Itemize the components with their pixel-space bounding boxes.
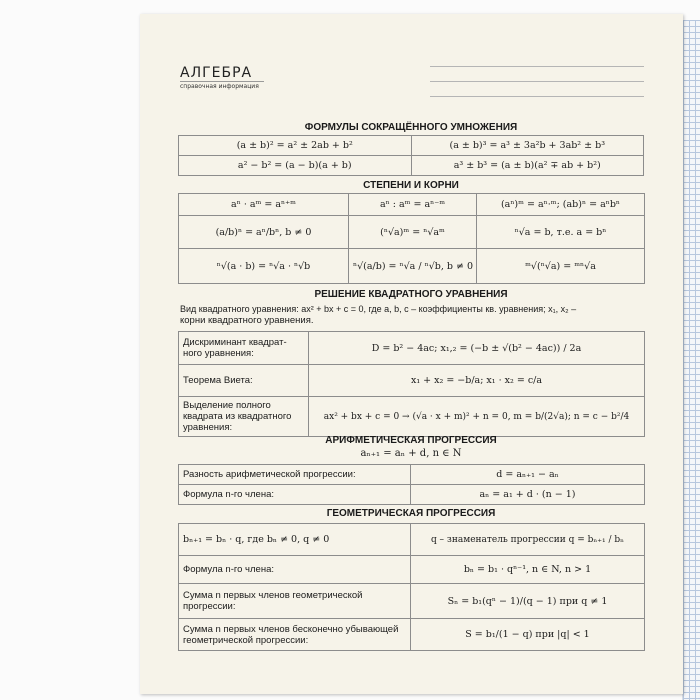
row-label: Формула n-го члена: bbox=[179, 556, 411, 584]
formula-cell: aₙ = a₁ + d · (n − 1) bbox=[411, 485, 645, 505]
row-label: Сумма n первых членов геометрической прогрессии: bbox=[179, 584, 411, 619]
formula-cell: ⁿ√(a · b) = ⁿ√a · ⁿ√b bbox=[179, 249, 349, 284]
formula-cell: d = aₙ₊₁ − aₙ bbox=[411, 465, 645, 485]
formula-cell: aⁿ · aᵐ = aⁿ⁺ᵐ bbox=[179, 194, 349, 216]
writing-line bbox=[430, 66, 644, 67]
formula-cell: D = b² − 4ac; x₁,₂ = (−b ± √(b² − 4ac)) / 2a bbox=[309, 332, 645, 365]
table-row bbox=[179, 249, 645, 284]
title-underline bbox=[180, 81, 264, 82]
formula-cell: bₙ = b₁ · qⁿ⁻¹, n ∈ N, n > 1 bbox=[411, 556, 645, 584]
formula-cell: a³ ± b³ = (a ± b)(a² ∓ ab + b²) bbox=[411, 156, 644, 176]
quadratic-table bbox=[178, 331, 645, 437]
section-title-powers: СТЕПЕНИ И КОРНИ bbox=[363, 180, 459, 191]
formula-cell: x₁ + x₂ = −b/a; x₁ · x₂ = c/a bbox=[309, 365, 645, 397]
formula-cell: (aⁿ)ᵐ = aⁿ·ᵐ; (ab)ⁿ = aⁿbⁿ bbox=[477, 194, 645, 216]
table-row bbox=[179, 332, 645, 365]
section-title-geometric: ГЕОМЕТРИЧЕСКАЯ ПРОГРЕССИЯ bbox=[326, 508, 496, 519]
table-row bbox=[179, 156, 644, 176]
section-title-arithmetic: АРИФМЕТИЧЕСКАЯ ПРОГРЕССИЯ bbox=[325, 435, 497, 446]
table-row bbox=[179, 365, 645, 397]
row-label: Сумма n первых членов бесконечно убывающей геометрической прогрессии: bbox=[179, 619, 411, 651]
row-label: Формула n-го члена: bbox=[179, 485, 411, 505]
quadratic-intro-cont: корни квадратного уравнения. bbox=[180, 315, 314, 326]
table-row bbox=[179, 216, 645, 249]
table-row bbox=[179, 524, 645, 556]
quadratic-intro: Вид квадратного уравнения: ax² + bx + c = 0, где a, b, c – коэффициенты кв. уравнения; x₁, x₂ – bbox=[180, 304, 577, 314]
section-title-multiplication: ФОРМУЛЫ СОКРАЩЁННОГО УМНОЖЕНИЯ bbox=[304, 122, 518, 133]
page-subtitle: справочная информация bbox=[180, 83, 259, 90]
grid-notebook-page bbox=[682, 20, 700, 700]
table-row bbox=[179, 619, 645, 651]
formula-cell: aⁿ : aᵐ = aⁿ⁻ᵐ bbox=[349, 194, 477, 216]
formula-cell: (a ± b)² = a² ± 2ab + b² bbox=[179, 136, 412, 156]
table-row bbox=[179, 136, 644, 156]
row-label: Выделение полного квадрата из квадратного уравнения: bbox=[179, 397, 309, 437]
arithmetic-table bbox=[178, 464, 645, 505]
table-row bbox=[179, 397, 645, 437]
powers-table bbox=[178, 193, 645, 284]
table-row bbox=[179, 556, 645, 584]
formula-cell: ᵐ√(ⁿ√a) = ᵐⁿ√a bbox=[477, 249, 645, 284]
writing-line bbox=[430, 81, 644, 82]
formula-cell: ⁿ√a = b, т.е. a = bⁿ bbox=[477, 216, 645, 249]
table-row bbox=[179, 194, 645, 216]
formula-cell: q – знаменатель прогрессии q = bₙ₊₁ / bₙ bbox=[411, 524, 645, 556]
table-row bbox=[179, 465, 645, 485]
formula-cell: (a ± b)³ = a³ ± 3a²b + 3ab² ± b³ bbox=[411, 136, 644, 156]
formula-cell: ⁿ√(a/b) = ⁿ√a / ⁿ√b, b ≠ 0 bbox=[349, 249, 477, 284]
formula-cell: ax² + bx + c = 0 → (√a · x + m)² + n = 0, m = b/(2√a); n = c − b²/4 bbox=[309, 397, 645, 437]
row-label: Теорема Виета: bbox=[179, 365, 309, 397]
page-title: АЛГЕБРА bbox=[180, 65, 253, 81]
formula-cell: a² − b² = (a − b)(a + b) bbox=[179, 156, 412, 176]
formula-cell: (a/b)ⁿ = aⁿ/bⁿ, b ≠ 0 bbox=[179, 216, 349, 249]
row-label: bₙ₊₁ = bₙ · q, где bₙ ≠ 0, q ≠ 0 bbox=[179, 524, 411, 556]
table-row bbox=[179, 584, 645, 619]
formula-cell: S = b₁/(1 − q) при |q| < 1 bbox=[411, 619, 645, 651]
arithmetic-definition: aₙ₊₁ = aₙ + d, n ∈ N bbox=[360, 448, 462, 459]
notebook-cover bbox=[140, 14, 683, 694]
formula-cell: Sₙ = b₁(qⁿ − 1)/(q − 1) при q ≠ 1 bbox=[411, 584, 645, 619]
row-label: Дискриминант квадрат-ного уравнения: bbox=[179, 332, 309, 365]
multiplication-table bbox=[178, 135, 644, 176]
row-label: Разность арифметической прогрессии: bbox=[179, 465, 411, 485]
writing-line bbox=[430, 96, 644, 97]
section-title-quadratic: РЕШЕНИЕ КВАДРАТНОГО УРАВНЕНИЯ bbox=[314, 289, 508, 300]
table-row bbox=[179, 485, 645, 505]
geometric-table bbox=[178, 523, 645, 651]
formula-cell: (ⁿ√a)ᵐ = ⁿ√aᵐ bbox=[349, 216, 477, 249]
